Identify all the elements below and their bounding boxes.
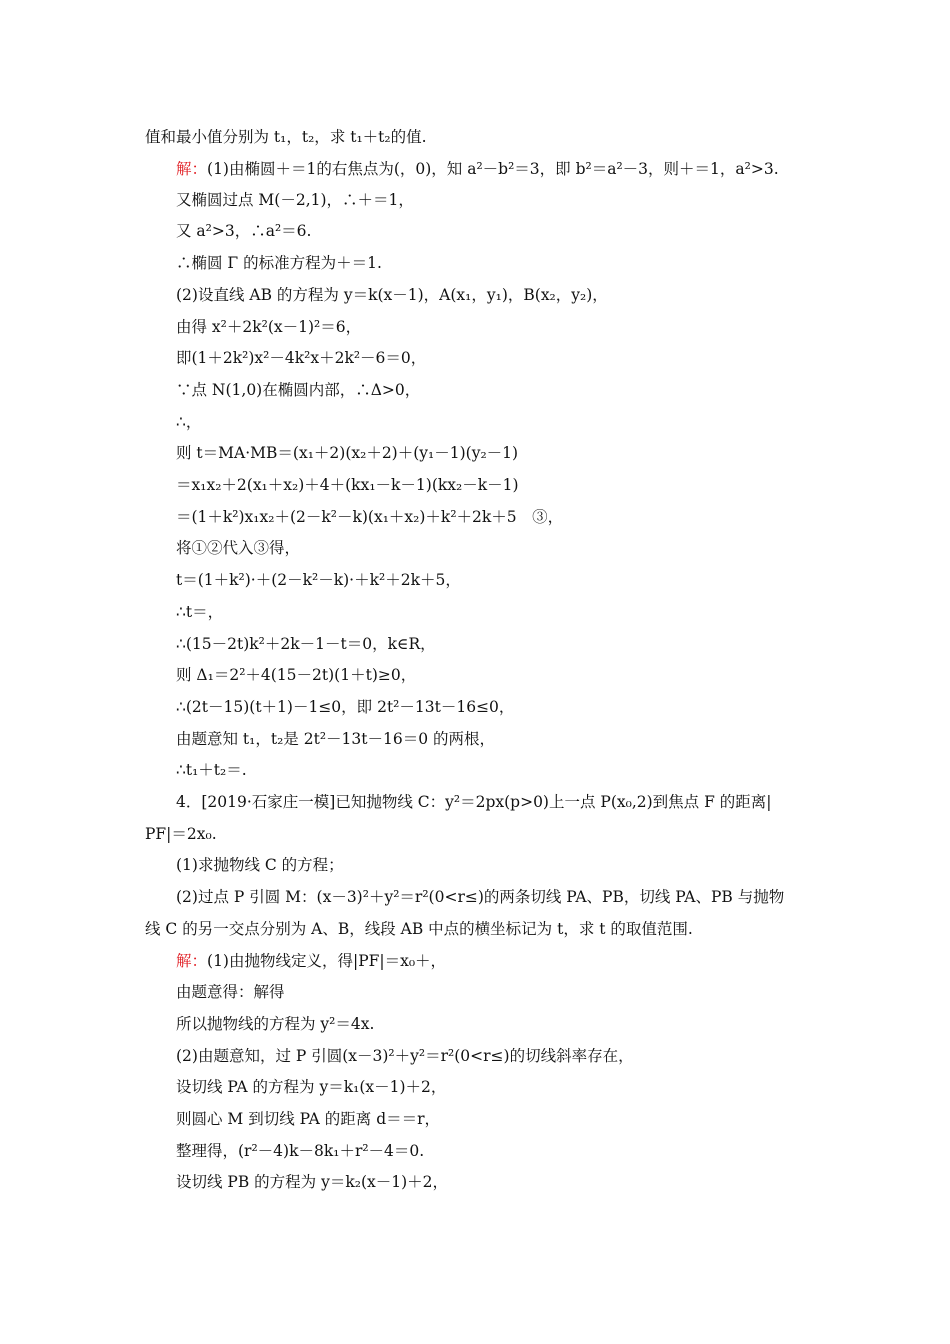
text-line: 由题意知 t₁，t₂是 2t²－13t－16＝0 的两根， <box>176 730 496 748</box>
text-line: PF|＝2x₀. <box>145 825 217 843</box>
text-line: ∴(15－2t)k²＋2k－1－t＝0，k∈R， <box>176 635 436 653</box>
text-line: 则 Δ₁＝2²＋4(15－2t)(1＋t)≥0， <box>176 666 417 684</box>
text-line: ∴椭圆 Γ 的标准方程为＋＝1. <box>176 254 382 272</box>
text-line: 将①②代入③得， <box>176 539 301 557</box>
text-line: ∴， <box>176 413 202 431</box>
solution-label: 解： <box>176 952 208 970</box>
solution-line: 解：(1)由椭圆＋＝1的右焦点为(，0)，知 a²－b²＝3，即 b²＝a²－3，则＋＝1，a²>3. <box>176 160 779 178</box>
text-line: ＝(1＋k²)x₁x₂＋(2－k²－k)(x₁＋x₂)＋k²＋2k＋5 ③， <box>176 508 564 526</box>
problem-4-statement: 4．[2019·石家庄一模]已知抛物线 C：y²＝2px(p>0)上一点 P(x₀,2)到焦点 F 的距离| <box>176 793 772 811</box>
text-line: 又 a²>3，∴a²＝6. <box>176 222 312 240</box>
text-line: ＝x₁x₂＋2(x₁＋x₂)＋4＋(kx₁－k－1)(kx₂－k－1) <box>176 476 519 494</box>
text-line: 值和最小值分别为 t₁，t₂，求 t₁＋t₂的值. <box>145 128 427 146</box>
text-line: (2)由题意知，过 P 引圆(x－3)²＋y²＝r²(0<r≤)的切线斜率存在， <box>176 1047 634 1065</box>
text-line: ∵点 N(1,0)在椭圆内部，∴Δ>0， <box>176 381 421 399</box>
text-line: 线 C 的另一交点分别为 A、B，线段 AB 中点的横坐标记为 t，求 t 的取值范围. <box>145 920 693 938</box>
text-line: ∴(2t－15)(t＋1)－1≤0，即 2t²－13t－16≤0， <box>176 698 515 716</box>
solution-label: 解： <box>176 160 208 178</box>
text-line: 又椭圆过点 M(－2,1)，∴＋＝1， <box>176 191 414 209</box>
text-line: 设切线 PB 的方程为 y＝k₂(x－1)＋2， <box>176 1173 449 1191</box>
solution-line: 解：(1)由抛物线定义，得|PF|＝x₀＋， <box>176 952 447 970</box>
text-line: 即(1＋2k²)x²－4k²x＋2k²－6＝0， <box>176 349 427 367</box>
text-line: ∴t＝， <box>176 603 224 621</box>
text-line: 设切线 PA 的方程为 y＝k₁(x－1)＋2， <box>176 1078 447 1096</box>
text-line: 则圆心 M 到切线 PA 的距离 d＝＝r， <box>176 1110 441 1128</box>
text-line: t＝(1＋k²)·＋(2－k²－k)·＋k²＋2k＋5， <box>176 571 461 589</box>
text-line: 则 t＝MA·MB＝(x₁＋2)(x₂＋2)＋(y₁－1)(y₂－1) <box>176 444 519 462</box>
text-line: ∴t₁＋t₂＝. <box>176 761 247 779</box>
text-line: 由题意得：解得 <box>176 983 285 1001</box>
text-line: 所以抛物线的方程为 y²＝4x. <box>176 1015 375 1033</box>
text-line: 整理得，(r²－4)k－8k₁＋r²－4＝0. <box>176 1142 425 1160</box>
text-line: (2)设直线 AB 的方程为 y＝k(x－1)，A(x₁，y₁)，B(x₂，y₂)， <box>176 286 608 304</box>
text-line: (2)过点 P 引圆 M：(x－3)²＋y²＝r²(0<r≤)的两条切线 PA、PB，切线 PA、PB 与抛物 <box>176 888 785 906</box>
text-line: (1)求抛物线 C 的方程； <box>176 856 344 874</box>
text-line: 由得 x²＋2k²(x－1)²＝6， <box>176 318 362 336</box>
